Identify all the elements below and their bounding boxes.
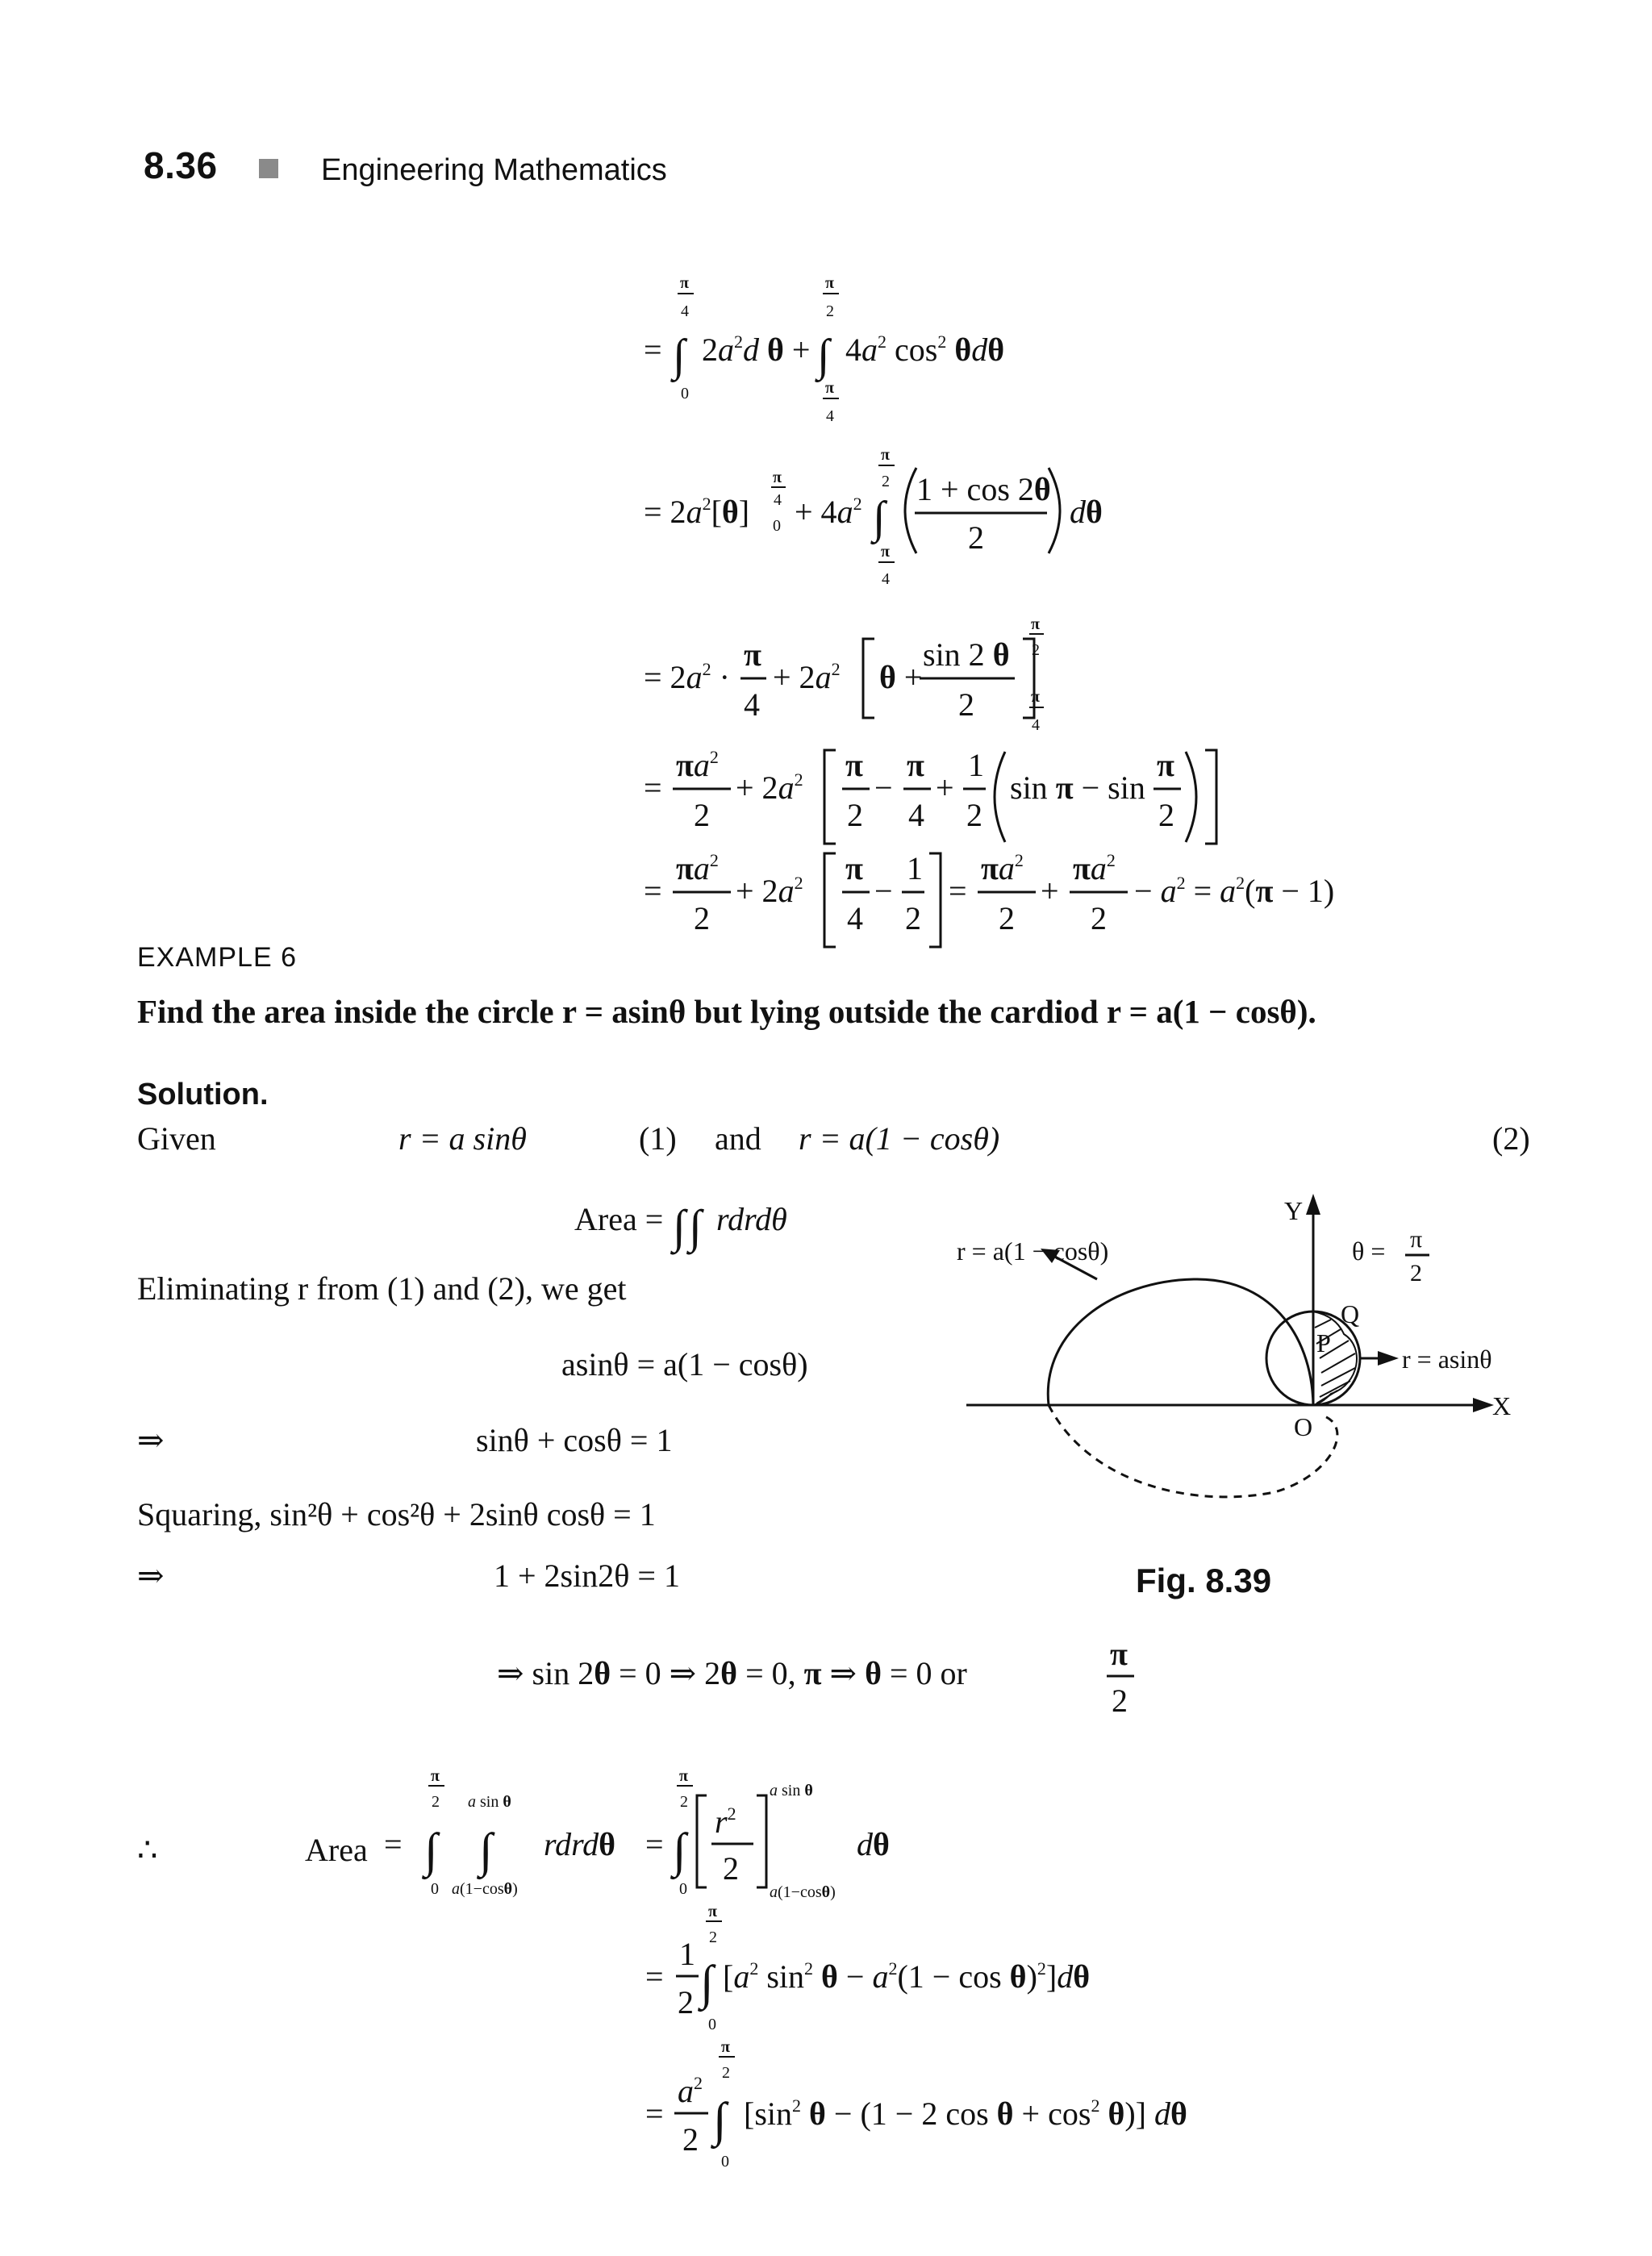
and-word: and: [715, 1120, 761, 1157]
svg-text:2: 2: [999, 900, 1015, 936]
equation-2-tag: (2): [1492, 1120, 1530, 1157]
svg-text:0: 0: [773, 517, 781, 535]
svg-text:=: =: [645, 1958, 664, 1995]
svg-text:[sin2 θ − (1 − 2 cos θ + cos2: [$\sin^2$ θ − (1 − 2 $\cos \theta + \cos^2 \theta$)] dθ: [744, 2095, 1187, 2132]
svg-text:a2: $a^2$: [678, 2073, 703, 2109]
svg-text:π: π: [881, 446, 890, 464]
svg-text:2: 2: [1112, 1683, 1128, 1719]
svg-text:=: =: [645, 2095, 664, 2132]
svg-text:a sin θ: a sin θ: [468, 1793, 511, 1811]
svg-text:∫: ∫: [713, 2093, 727, 2146]
sum-equation: sinθ + cosθ = 1: [476, 1422, 673, 1458]
svg-text:+ 2a2: + $2a^2$: [736, 769, 803, 806]
point-q-label: Q: [1341, 1299, 1360, 1328]
x-axis-label: X: [1492, 1391, 1512, 1420]
y-axis-arrow-icon: [1306, 1194, 1320, 1215]
svg-text:2: 2: [966, 797, 982, 833]
svg-text:2: 2: [694, 797, 710, 833]
svg-text:+: +: [1041, 873, 1059, 909]
svg-text:+ 2a2: + $2a^2$: [773, 659, 841, 695]
svg-text:=: =: [644, 769, 662, 806]
derivation-line-3: [644, 615, 1044, 734]
area-integral-block: [0, 1758, 1652, 2256]
svg-text:=: =: [949, 873, 967, 909]
svg-text:2: 2: [694, 900, 710, 936]
svg-text:π: π: [431, 1767, 440, 1785]
svg-text:∫: ∫: [700, 1956, 714, 2009]
svg-text:π: π: [679, 1767, 688, 1785]
svg-text:2: 2: [1091, 900, 1107, 936]
svg-text:=: =: [384, 1826, 403, 1862]
double-integral-sign: [673, 1186, 713, 1258]
svg-text:= 2a2 ·: = $2a^2$ ·: [644, 659, 730, 695]
svg-text:π: π: [1110, 1636, 1128, 1672]
svg-text:π: π: [825, 379, 834, 397]
derivation-line-5: [644, 850, 1334, 947]
svg-text:2: 2: [826, 302, 834, 320]
svg-text:2: 2: [680, 1793, 688, 1811]
svg-text:π: π: [881, 543, 890, 561]
area-row-3: [645, 2038, 1187, 2171]
svg-text:∫: ∫: [424, 1824, 438, 1877]
cardioid-label: r = a(1 − cosθ): [957, 1236, 1109, 1266]
theta-numerator: π: [1410, 1226, 1423, 1253]
sin2theta-line: [0, 1629, 1652, 1726]
implies-symbol-2: ⇒: [137, 1558, 165, 1594]
circle-pointer-arrow-icon: [1378, 1351, 1399, 1366]
svg-text:2: 2: [723, 1850, 739, 1887]
svg-text:π: π: [1031, 688, 1040, 706]
svg-text:π: π: [680, 274, 689, 292]
svg-text:⇒ sin 2θ = 0 ⇒ 2θ = 0,: ⇒ sin 2θ = 0 ⇒ 2θ = 0, π ⇒ θ = 0 or: [497, 1655, 967, 1691]
derivation-line-1: [644, 274, 1004, 425]
therefore-symbol: ∴: [137, 1832, 158, 1868]
svg-text:2: 2: [722, 2064, 730, 2082]
svg-text:2: 2: [968, 519, 984, 556]
svg-text:2a2d θ +: $2a^2d$ θ +: [702, 332, 811, 368]
svg-text:∫: ∫: [873, 493, 886, 543]
top-derivation: [0, 0, 1652, 952]
svg-text:2: 2: [1158, 797, 1174, 833]
derivation-line-4: [644, 747, 1216, 844]
svg-text:dθ: dθ: [857, 1826, 890, 1862]
svg-text:πa2: $\pi a^2$: [981, 850, 1024, 886]
svg-text:∫: ∫: [673, 331, 686, 381]
svg-text:2: 2: [1032, 641, 1040, 659]
svg-text:2: 2: [882, 473, 890, 490]
example-heading: EXAMPLE 6: [137, 942, 297, 973]
svg-text:π: π: [845, 850, 863, 886]
svg-text:πa2: $\pi a^2$: [676, 850, 719, 886]
svg-text:− a2 = a2(π − 1): − $a^2 = a^2(\pi - 1)$: [1134, 873, 1335, 909]
svg-text:2: 2: [958, 686, 974, 723]
svg-text:π: π: [721, 2038, 730, 2056]
svg-text:πa2: $\pi a^2$: [1073, 850, 1116, 886]
equation-1: r = a sinθ: [398, 1120, 527, 1157]
svg-text:πa2: $\pi a^2$: [676, 747, 719, 783]
solution-heading: Solution.: [137, 1078, 269, 1111]
svg-text:4: 4: [1032, 716, 1040, 734]
area-row-2: [645, 1903, 1090, 2033]
theta-denominator: 2: [1410, 1260, 1422, 1286]
svg-text:sin π − sin: sin π − sin: [1010, 769, 1145, 806]
svg-text:2: 2: [678, 1984, 694, 2020]
svg-text:0: 0: [708, 2016, 716, 2033]
svg-text:−: −: [874, 873, 893, 909]
svg-text:π: π: [825, 274, 834, 292]
figure-8-39: [952, 1186, 1533, 1557]
svg-text:0: 0: [431, 1880, 439, 1898]
svg-text:4: 4: [681, 302, 689, 320]
theta-label: θ =: [1352, 1236, 1386, 1266]
derivation-line-2: [644, 446, 1103, 588]
book-title: Engineering Mathematics: [321, 153, 667, 187]
origin-label: O: [1294, 1412, 1313, 1441]
svg-text:+ 4a2: + $4a^2$: [795, 494, 862, 530]
eliminated-equation: asinθ = a(1 − cosθ): [561, 1346, 808, 1382]
area-lhs: Area =: [574, 1201, 664, 1237]
svg-text:∫: ∫: [673, 1824, 686, 1877]
svg-text:0: 0: [681, 385, 689, 402]
svg-text:−: −: [874, 769, 893, 806]
svg-text:r2: $r^2$: [715, 1804, 736, 1840]
svg-text:π: π: [773, 469, 782, 486]
figure-caption: Fig. 8.39: [1136, 1562, 1272, 1599]
svg-text:4: 4: [847, 900, 863, 936]
x-axis-arrow-icon: [1473, 1398, 1494, 1412]
svg-text:2: 2: [847, 797, 863, 833]
svg-text:2: 2: [905, 900, 921, 936]
svg-text:1: 1: [679, 1936, 695, 1972]
eliminating-text: Eliminating r from (1) and (2), we get: [137, 1270, 627, 1307]
svg-text:=: =: [644, 332, 662, 368]
svg-text:[a2 sin2 θ − a2(1 − cos θ)2]dθ: [$a^2$ $\sin^2 \theta - a^2(1 - \cos \theta)^2]d\theta$: [723, 1958, 1091, 1995]
area-integrand: rdrdθ: [716, 1201, 787, 1237]
svg-text:∫: ∫: [673, 1200, 686, 1253]
svg-text:4: 4: [882, 570, 890, 588]
svg-text:2: 2: [682, 2121, 699, 2158]
svg-text:2: 2: [709, 1929, 717, 1946]
y-axis-label: Y: [1284, 1196, 1304, 1225]
svg-text:π: π: [907, 747, 924, 783]
svg-text:=: =: [644, 873, 662, 909]
svg-text:π: π: [1031, 615, 1040, 633]
given-label: Given: [137, 1120, 216, 1157]
page-number: 8.36: [144, 144, 218, 186]
svg-text:4: 4: [774, 491, 782, 509]
svg-text:1 + cos 2θ: 1 + cos 2θ: [916, 471, 1051, 507]
svg-text:=: =: [645, 1826, 664, 1862]
svg-text:1: 1: [968, 747, 984, 783]
svg-text:+: +: [936, 769, 954, 806]
svg-text:4: 4: [908, 797, 924, 833]
svg-text:∫: ∫: [479, 1824, 493, 1877]
svg-text:a sin θ: a sin θ: [770, 1782, 813, 1799]
svg-text:π: π: [845, 747, 863, 783]
svg-text:4: 4: [744, 686, 760, 723]
implies-symbol-1: ⇒: [137, 1422, 165, 1458]
svg-text:∫: ∫: [689, 1200, 702, 1253]
svg-text:θ +: θ +: [879, 659, 923, 695]
squaring-text: Squaring, sin²θ + cos²θ + 2sinθ cosθ = 1: [137, 1496, 656, 1532]
svg-text:∫: ∫: [817, 331, 830, 381]
svg-text:4a2 cos2 θdθ: $4a^2$ $\cos^2 \theta d\theta$: [845, 332, 1005, 368]
svg-text:sin 2 θ: sin 2 θ: [923, 636, 1010, 673]
svg-text:π: π: [1157, 747, 1174, 783]
svg-text:0: 0: [721, 2153, 729, 2171]
point-p-label: P: [1316, 1328, 1331, 1357]
svg-text:a(1−cosθ): a(1−cosθ): [452, 1880, 518, 1898]
svg-text:1: 1: [907, 850, 923, 886]
circle-label: r = asinθ: [1402, 1345, 1492, 1374]
problem-statement: Find the area inside the circle r = asinθ but lying outside the cardiod r = a(1 − cosθ).: [137, 993, 1316, 1030]
svg-text:= 2a2[θ]: = $2a^2[\theta]$: [644, 494, 750, 530]
equation-1-tag: (1): [639, 1120, 677, 1157]
svg-text:0: 0: [679, 1880, 687, 1898]
svg-text:+ 2a2: + $2a^2$: [736, 873, 803, 909]
svg-text:rdrdθ: rdrdθ: [544, 1826, 616, 1862]
svg-text:π: π: [708, 1903, 717, 1920]
svg-text:2: 2: [432, 1793, 440, 1811]
svg-text:4: 4: [826, 407, 834, 425]
area-row-1: [384, 1767, 890, 1901]
svg-text:dθ: dθ: [1070, 494, 1103, 530]
equation-2: r = a(1 − cosθ): [799, 1120, 1000, 1157]
svg-text:a(1−cosθ): a(1−cosθ): [770, 1883, 836, 1901]
area-label: Area: [305, 1832, 368, 1868]
double-angle-equation: 1 + 2sin2θ = 1: [494, 1558, 680, 1594]
cardioid-upper: [1048, 1279, 1313, 1405]
svg-text:π: π: [744, 636, 761, 673]
